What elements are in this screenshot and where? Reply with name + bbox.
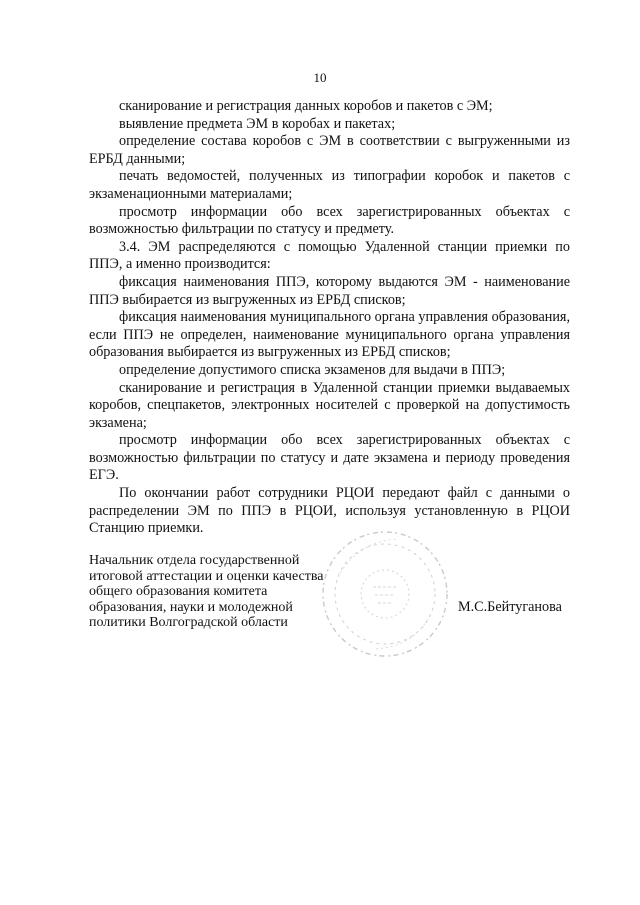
paragraph: определение допустимого списка экзаменов для выдачи в ППЭ; [119,361,506,378]
page-number: 10 [313,70,327,85]
signature-position-line: политики Волгоградской области [89,615,288,630]
paragraph: просмотр информации обо всех зарегистрированных объектах с возможностью фильтрации по статусу и предмету. [89,203,570,238]
signer-name: М.С.Бейтуганова [458,599,562,615]
paragraph: печать ведомостей, полученных из типографии коробок и пакетов с экзаменационными материалами; [89,168,570,202]
section-paragraph: 3.4. ЭМ распределяются с помощью Удаленной станции приемки по ППЭ, а именно производится: [89,238,570,273]
signature-position-line: Начальник отдела государственной [89,553,300,568]
signature-position-line: итоговой аттестации и оценки качества [89,568,324,584]
document-body [89,98,570,538]
paragraph: просмотр информации обо всех зарегистрированных объектах с возможностью фильтрации по статусу и дате экзамена и периоду проведения ЕГЭ. [89,432,570,484]
paragraph: фиксация наименования муниципального органа управления образования, если ППЭ не определен, наименование муниципального органа управления образования выбирается из выгруженных из ЕРБД списков; [89,309,571,361]
paragraph: выявление предмета ЭМ в коробах и пакетах; [119,115,396,132]
signature-position [89,553,349,631]
closing-paragraph: По окончании работ сотрудники РЦОИ передают файл с данными о распределении ЭМ по ППЭ в РЦОИ, используя установленную в РЦОИ Станцию приемки. [89,485,570,537]
paragraph: определение состава коробов с ЭМ в соответствии с выгруженными из ЕРБД данными; [89,133,570,167]
signature-position-line: общего образования комитета [89,584,268,599]
signature-position-line: образования, науки и молодежной [89,599,293,615]
paragraph: сканирование и регистрация в Удаленной станции приемки выдаваемых коробов, спецпакетов, электронных носителей с проверкой на допустимость экзамена; [89,379,570,431]
paragraph: фиксация наименования ППЭ, которому выдаются ЭМ - наименование ППЭ выбирается из выгруженных из ЕРБД списков; [89,273,570,308]
paragraph: сканирование и регистрация данных коробов и пакетов с ЭМ; [119,98,493,114]
